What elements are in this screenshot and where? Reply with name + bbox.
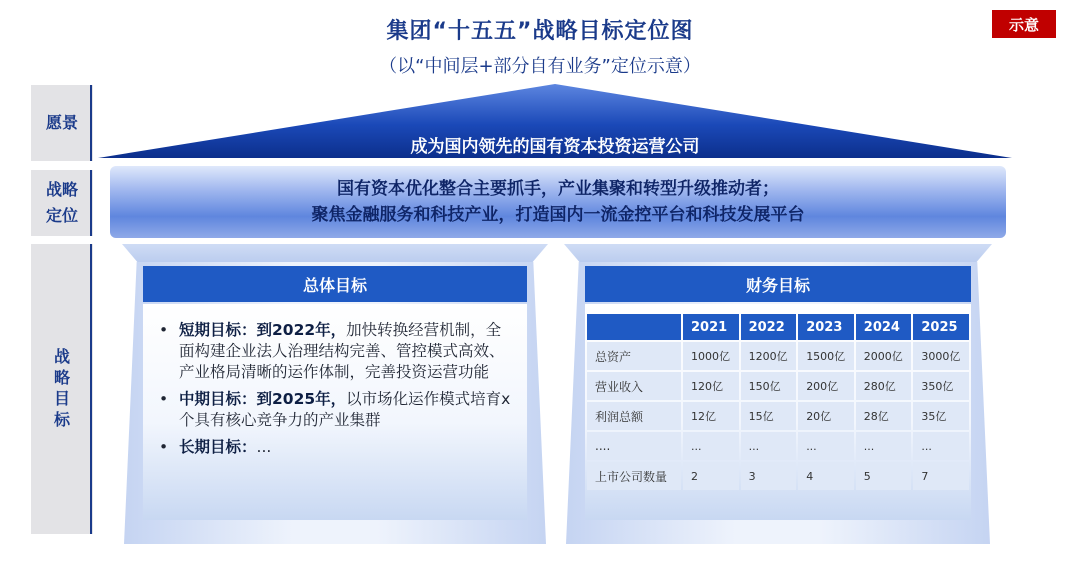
table-row-label: .... bbox=[587, 432, 681, 460]
illustrative-badge: 示意 bbox=[992, 10, 1056, 38]
table-cell: ... bbox=[683, 432, 739, 460]
table-cell: 200亿 bbox=[798, 372, 854, 400]
table-cell: 15亿 bbox=[741, 402, 797, 430]
table-cell: 150亿 bbox=[741, 372, 797, 400]
table-header-row bbox=[587, 314, 969, 340]
overall-goals-panel bbox=[143, 304, 527, 520]
table-row-label: 上市公司数量 bbox=[587, 462, 681, 490]
table-row bbox=[587, 462, 969, 490]
table-header-cell: 2023 bbox=[798, 314, 854, 340]
goal-item-long-term bbox=[157, 437, 513, 458]
financial-goals-panel bbox=[585, 304, 971, 520]
table-cell: 1200亿 bbox=[741, 342, 797, 370]
table-cell: 3000亿 bbox=[913, 342, 969, 370]
strategic-positioning-band bbox=[110, 166, 1006, 238]
table-row bbox=[587, 402, 969, 430]
table-row-label: 总资产 bbox=[587, 342, 681, 370]
side-divider-position bbox=[90, 170, 92, 236]
positioning-line-1: 国有资本优化整合主要抓手，产业集聚和转型升级推动者； bbox=[337, 178, 779, 199]
side-divider-vision bbox=[90, 85, 92, 161]
table-row bbox=[587, 342, 969, 370]
table-cell: 7 bbox=[913, 462, 969, 490]
goal-item-short-term bbox=[157, 320, 513, 383]
table-cell: ... bbox=[856, 432, 912, 460]
financial-goals-table bbox=[585, 312, 971, 492]
table-cell: 3 bbox=[741, 462, 797, 490]
vision-statement: 成为国内领先的国有资本投资运营公司 bbox=[410, 137, 700, 157]
table-cell: ... bbox=[741, 432, 797, 460]
table-header-cell: 2025 bbox=[913, 314, 969, 340]
table-header-cell bbox=[587, 314, 681, 340]
side-label-goals-char: 战 bbox=[53, 347, 70, 367]
side-label-position bbox=[31, 170, 93, 236]
page-title: 集团“十五五”战略目标定位图 bbox=[386, 19, 694, 44]
right-pillar-capital bbox=[564, 244, 992, 264]
table-cell: 280亿 bbox=[856, 372, 912, 400]
side-label-position-line2: 定位 bbox=[45, 206, 78, 225]
side-label-goals bbox=[31, 244, 93, 534]
page-subtitle: （以“中间层+部分自有业务”定位示意） bbox=[379, 56, 701, 77]
table-cell: 120亿 bbox=[683, 372, 739, 400]
table-cell: 1000亿 bbox=[683, 342, 739, 370]
table-cell: 5 bbox=[856, 462, 912, 490]
goal-label: 中期目标：到2025年， bbox=[179, 390, 347, 408]
table-row bbox=[587, 432, 969, 460]
goal-text: 加快转换经营机制，全面构建企业法人治理结构完善、管控模式高效、产业格局清晰的运作体制，完善投资运营功能 bbox=[179, 321, 505, 381]
financial-goals-heading: 财务目标 bbox=[585, 266, 971, 302]
table-header-cell: 2021 bbox=[683, 314, 739, 340]
side-label-vision bbox=[31, 85, 93, 161]
table-row bbox=[587, 372, 969, 400]
table-header-cell: 2022 bbox=[741, 314, 797, 340]
left-pillar-capital bbox=[122, 244, 548, 264]
overall-goals-heading: 总体目标 bbox=[143, 266, 527, 302]
table-cell: 350亿 bbox=[913, 372, 969, 400]
table-row-label: 营业收入 bbox=[587, 372, 681, 400]
goal-label: 短期目标：到2022年， bbox=[179, 321, 347, 339]
side-label-goals-char: 略 bbox=[53, 368, 70, 388]
table-cell: 28亿 bbox=[856, 402, 912, 430]
side-label-position-line1: 战略 bbox=[45, 180, 78, 200]
goal-item-mid-term bbox=[157, 389, 513, 431]
goal-text: 以市场化运作模式培育x个具有核心竞争力的产业集群 bbox=[179, 390, 511, 429]
side-label-goals-char: 目 bbox=[53, 389, 70, 408]
table-cell: 1500亿 bbox=[798, 342, 854, 370]
table-cell: 12亿 bbox=[683, 402, 739, 430]
table-cell: ... bbox=[798, 432, 854, 460]
positioning-line-2: 聚焦金融服务和科技产业，打造国内一流金控平台和科技发展平台 bbox=[311, 205, 805, 225]
table-cell: 2000亿 bbox=[856, 342, 912, 370]
table-header-cell: 2024 bbox=[856, 314, 912, 340]
table-cell: ... bbox=[913, 432, 969, 460]
table-cell: 35亿 bbox=[913, 402, 969, 430]
goal-text: ... bbox=[256, 438, 272, 456]
side-label-goals-char: 标 bbox=[53, 409, 70, 429]
table-row-label: 利润总额 bbox=[587, 402, 681, 430]
overall-goals-list bbox=[143, 304, 527, 458]
table-cell: 4 bbox=[798, 462, 854, 490]
side-divider-goals bbox=[90, 244, 92, 534]
table-cell: 20亿 bbox=[798, 402, 854, 430]
table-cell: 2 bbox=[683, 462, 739, 490]
side-label-vision-text: 愿景 bbox=[45, 113, 78, 133]
goal-label: 长期目标： bbox=[179, 438, 257, 456]
